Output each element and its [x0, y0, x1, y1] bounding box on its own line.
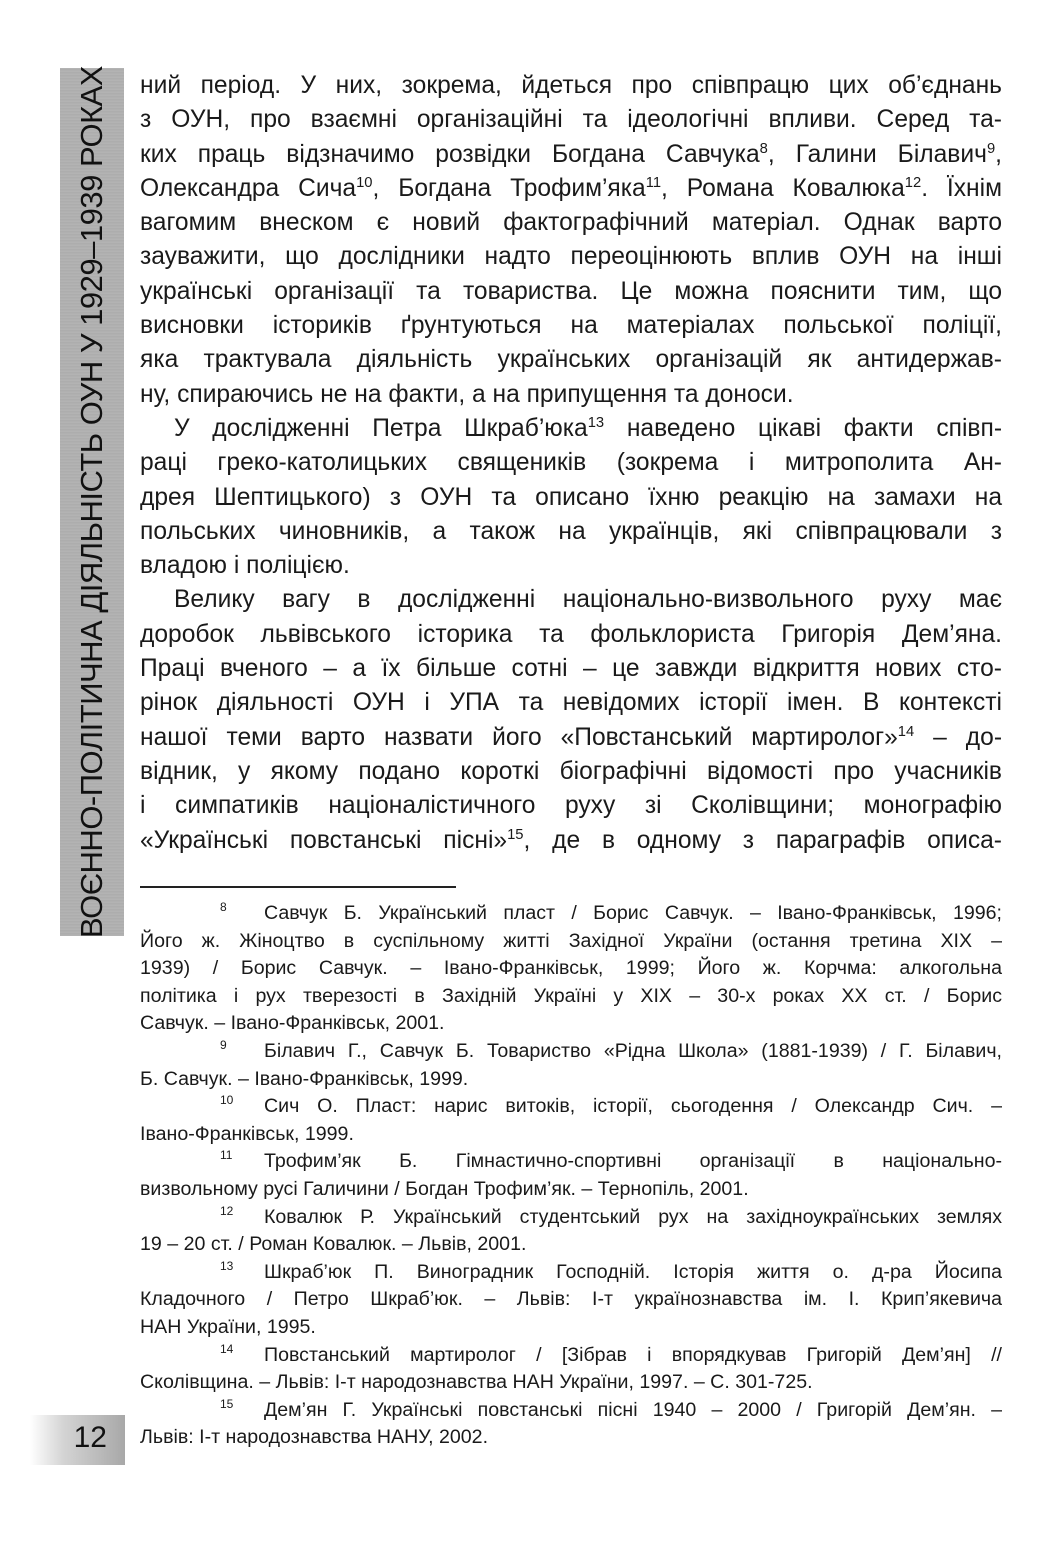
text-line: [140, 515, 1002, 549]
footnote-reference: 15: [507, 826, 524, 843]
paragraph: [140, 583, 1002, 857]
footnote-text: Трофим’як Б. Гімнастично-спортивні організації в національно-: [264, 1150, 1002, 1173]
footnote-line: [140, 1259, 1002, 1287]
footnote-text: Шкраб’юк П. Виноградник Господній. Історія життя о. д-ра Йосипа: [264, 1260, 1002, 1283]
text-run: Велику вагу в дослідженні національно-визвольного руху має: [174, 586, 1002, 614]
footnote-number: 15: [220, 1396, 234, 1411]
footnotes: [140, 900, 1002, 1452]
text-run: нашої теми варто назвати його «Повстанський мартиролог»: [140, 723, 898, 751]
footnote-reference: 9: [986, 140, 996, 157]
footnote-reference: 10: [356, 174, 373, 191]
footnote-line: 1939) / Борис Савчук. – Івано-Франківськ, 1999; Його ж. Корчма: алкогольна: [140, 957, 1002, 980]
text-run: , Романа Ковалюка: [661, 174, 905, 202]
footnote: [140, 1204, 1002, 1259]
text-line: [140, 206, 1002, 240]
page-number: 12: [73, 1421, 107, 1454]
text-run: відник, у якому подано короткі біографічні відомості про учасників: [140, 757, 1002, 785]
footnote-reference: 12: [904, 174, 922, 191]
text-run: українські організації та товариства. Це можна пояснити тим, що: [140, 277, 1002, 305]
footnote: [140, 1259, 1002, 1342]
footnote-line: [140, 1397, 1002, 1425]
footnote-text: Білавич Г., Савчук Б. Товариство «Рідна Школа» (1881-1939) / Г. Білавич,: [264, 1039, 1002, 1062]
text-run: рінок діяльності ОУН і УПА та невідомих історії імен. В контексті: [140, 689, 1002, 717]
text-line: [140, 412, 1002, 446]
text-run: ,: [995, 140, 1002, 168]
footnote-line: Його ж. Жіноцтво в суспільному житті Західної України (остання третина ХІХ –: [140, 929, 1002, 952]
text-run: , де в одному з параграфів описа-: [523, 826, 1002, 854]
footnote-line: 19 – 20 ст. / Роман Ковалюк. – Львів, 2001.: [140, 1233, 527, 1256]
page-number-box: [30, 1415, 125, 1465]
footnote-text: Ковалюк Р. Український студентський рух на західноукраїнських землях: [264, 1205, 1002, 1228]
text-line: [140, 309, 1002, 343]
text-run: раці греко-католицьких священиків (зокрема і митрополита Ан-: [140, 449, 1002, 477]
footnote-line: [140, 1093, 1002, 1121]
footnote-text: Повстанський мартиролог / [Зібрав і впорядкував Григорій Дем’ян] //: [264, 1343, 1002, 1366]
footnote-line: визвольному русі Галичини / Богдан Трофим’як. – Тернопіль, 2001.: [140, 1177, 749, 1200]
footnote-number: 12: [220, 1203, 234, 1218]
text-run: Олександра Сича: [140, 174, 357, 202]
footnote-line: Б. Савчук. – Івано-Франківськ, 1999.: [140, 1067, 469, 1090]
text-run: яка трактувала діяльність українських організацій як антидержав-: [140, 346, 1002, 374]
text-run: польських чиновників, а також на українців, які співпрацювали з: [140, 517, 1002, 545]
text-run: ний період. У них, зокрема, йдеться про співпрацю цих об’єднань: [140, 72, 1002, 99]
text-line: [140, 138, 1002, 172]
text-line: [140, 721, 1002, 755]
footnote-line: Івано-Франківськ, 1999.: [140, 1122, 354, 1145]
footnote-line: політика і рух тверезості в Західній Україні у ХІХ – 30-х роках ХХ ст. / Борис: [140, 984, 1002, 1007]
text-run: дрея Шептицького) з ОУН та описано їхню реакцію на замахи на: [140, 483, 1002, 511]
text-run: – до-: [914, 723, 1003, 751]
text-line: [140, 789, 1002, 823]
footnote: [140, 900, 1002, 1038]
footnote-reference: 11: [645, 174, 662, 191]
footnote-text: Дем’ян Г. Українські повстанські пісні 1940 – 2000 / Григорій Дем’ян. –: [264, 1398, 1002, 1421]
paragraph: [140, 412, 1002, 583]
footnote-line: [140, 1342, 1002, 1370]
text-run: наведено цікаві факти співп-: [604, 414, 1003, 442]
text-line: [140, 343, 1002, 377]
footnote-line: Савчук. – Івано-Франківськ, 2001.: [140, 1012, 445, 1035]
footnote-separator: [140, 886, 456, 888]
footnote-line: Кладочного / Петро Шкраб’юк. – Львів: І-т українознавства ім. І. Крип’якевича: [140, 1288, 1002, 1311]
text-run: вагомим внеском є новий фактографічний матеріал. Однак варто: [140, 209, 1002, 237]
footnote: [140, 1148, 1002, 1203]
text-run: , Галини Білавич: [767, 140, 987, 168]
footnote: [140, 1093, 1002, 1148]
text-line: [140, 686, 1002, 720]
footnote-line: [140, 1204, 1002, 1232]
text-line: [140, 652, 1002, 686]
footnote-number: 14: [220, 1341, 234, 1356]
text-line: [140, 824, 1002, 858]
text-line: [140, 378, 1002, 412]
text-line: [140, 549, 1002, 583]
text-run: доробок львівського історика та фольклориста Григорія Дем’яна.: [140, 620, 1002, 648]
text-line: [140, 446, 1002, 480]
text-line: [140, 103, 1002, 137]
footnote: [140, 1397, 1002, 1452]
text-run: У дослідженні Петра Шкраб’юка: [174, 414, 588, 442]
footnote: [140, 1342, 1002, 1397]
text-run: владою і поліцією.: [140, 552, 350, 580]
text-run: висновки істориків ґрунтуються на матеріалах польської поліції,: [140, 312, 1002, 340]
text-run: Праці вченого – а їх більше сотні – це завжди відкриття нових сто-: [140, 655, 1002, 683]
text-run: . Їхнім: [921, 174, 1002, 202]
text-run: ну, спираючись не на факти, а на припущення та доноси.: [140, 380, 794, 408]
text-line: [140, 240, 1002, 274]
footnote-number: 11: [220, 1148, 233, 1163]
footnote-text: Сич О. Пласт: нарис витоків, історії, сьогодення / Олександр Сич. –: [264, 1095, 1002, 1118]
footnote-number: 8: [220, 900, 227, 914]
footnote-number: 10: [220, 1093, 234, 1108]
text-run: зауважити, що дослідники надто переоцінюють вплив ОУН на інші: [140, 243, 1002, 271]
paragraph: [140, 69, 1002, 412]
running-header-band: [60, 68, 124, 936]
footnote-line: Львів: І-т народознавства НАНУ, 2002.: [140, 1426, 489, 1449]
footnote-line: Сколівщина. – Львів: І-т народознавства НАН України, 1997. – С. 301-725.: [140, 1371, 813, 1394]
footnote-reference: 8: [759, 140, 768, 157]
footnote-number: 13: [220, 1258, 234, 1273]
footnote-text: Савчук Б. Український пласт / Борис Савчук. – Івано-Франківськ, 1996;: [264, 902, 1002, 924]
text-line: [140, 583, 1002, 617]
text-line: [140, 275, 1002, 309]
running-header: ВОЄННО-ПОЛІТИЧНА ДІЯЛЬНІСТЬ ОУН У 1929–1939 РОКАХ: [74, 66, 109, 938]
text-run: , Богдана Трофим’яка: [372, 174, 646, 202]
main-text: [140, 69, 1002, 858]
footnote-reference: 13: [587, 414, 605, 431]
footnote-line: [140, 1148, 1002, 1176]
footnote-number: 9: [220, 1037, 227, 1052]
text-run: «Українські повстанські пісні»: [140, 826, 508, 854]
text-line: [140, 69, 1002, 103]
text-line: [140, 755, 1002, 789]
footnote-line: [140, 900, 1002, 928]
footnote-reference: 14: [897, 723, 915, 740]
text-line: [140, 618, 1002, 652]
footnote-line: НАН України, 1995.: [140, 1315, 316, 1338]
text-line: [140, 481, 1002, 515]
text-line: [140, 172, 1002, 206]
footnote: [140, 1038, 1002, 1093]
text-run: ких праць відзначимо розвідки Богдана Савчука: [140, 140, 760, 168]
footnote-line: [140, 1038, 1002, 1066]
text-run: з ОУН, про взаємні організаційні та ідеологічні впливи. Серед та-: [140, 106, 1002, 134]
text-run: і симпатиків націоналістичного руху зі Сколівщини; монографію: [140, 792, 1002, 820]
